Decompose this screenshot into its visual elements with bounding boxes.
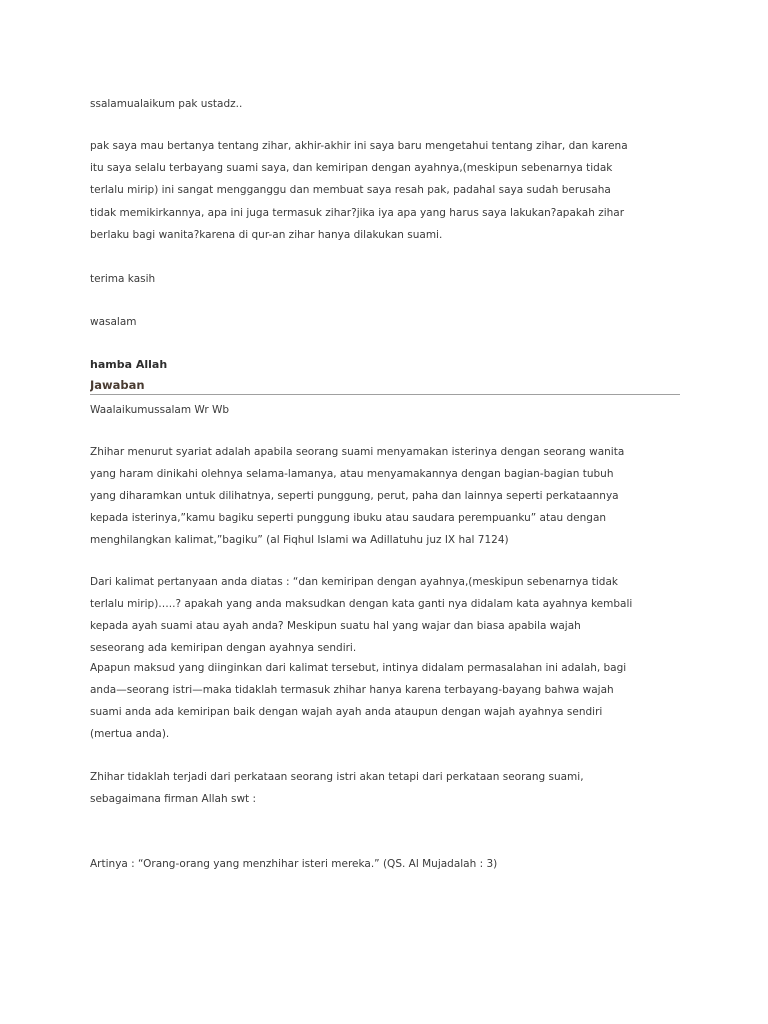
- question-greeting: [90, 93, 730, 115]
- answer-line: Dari kalimat pertanyaan anda diatas : “dan kemiripan dengan ayahnya,(meskipun sebenarnya tidak: [90, 576, 618, 588]
- answer-paragraph-2: [90, 571, 730, 659]
- answer-line: menghilangkan kalimat,”bagiku” (al Fiqhul Islami wa Adillatuhu juz IX hal 7124): [90, 534, 509, 546]
- answer-greeting-text: Waalaikumussalam Wr Wb: [90, 404, 230, 416]
- answer-line: sebagaimana firman Allah swt :: [90, 793, 257, 805]
- question-body: [90, 135, 730, 246]
- answer-heading: [90, 375, 730, 395]
- answer-paragraph-3: [90, 657, 730, 745]
- answer-line: (mertua anda).: [90, 728, 170, 740]
- answer-line: anda—seorang istri—maka tidaklah termasuk zhihar hanya karena terbayang-bayang bahwa wajah: [90, 684, 614, 696]
- question-closing-text: wasalam: [90, 316, 137, 328]
- answer-greeting: [90, 399, 730, 421]
- answer-paragraph-1: [90, 441, 730, 551]
- answer-line: Apapun maksud yang diinginkan dari kalimat tersebut, intinya didalam permasalahan ini adalah, bagi: [90, 662, 627, 674]
- answer-heading-text: Jawaban: [90, 378, 145, 392]
- question-line: terlalu mirip) ini sangat mengganggu dan membuat saya resah pak, padahal saya sudah berusaha: [90, 184, 611, 197]
- question-thanks-text: terima kasih: [90, 273, 156, 285]
- question-closing: [90, 311, 730, 333]
- question-line: pak saya mau bertanya tentang zihar, akhir-akhir ini saya baru mengetahui tentang zihar, dan karena: [90, 140, 628, 152]
- answer-line: yang diharamkan untuk dilihatnya, seperti punggung, perut, paha dan lainnya seperti perkataannya: [90, 490, 619, 502]
- answer-paragraph-4: [90, 766, 730, 810]
- question-line: tidak memikirkannya, apa ini juga termasuk zihar?jika iya apa yang harus saya lakukan?apakah zihar: [90, 206, 625, 219]
- answer-line: kepada ayah suami atau ayah anda? Meskipun suatu hal yang wajar dan biasa apabila wajah: [90, 620, 581, 632]
- answer-line: Zhihar tidaklah terjadi dari perkataan seorang istri akan tetapi dari perkataan seorang suami,: [90, 771, 584, 783]
- question-greeting-text: ssalamualaikum pak ustadz..: [90, 98, 243, 110]
- answer-line: Zhihar menurut syariat adalah apabila seorang suami menyamakan isterinya dengan seorang wanita: [90, 446, 625, 458]
- question-thanks: [90, 268, 730, 290]
- question-sender: [90, 354, 730, 376]
- question-line: berlaku bagi wanita?karena di qur-an zihar hanya dilakukan suami.: [90, 228, 443, 241]
- answer-line: suami anda ada kemiripan baik dengan wajah ayah anda ataupun dengan wajah ayahnya sendiri: [90, 706, 603, 718]
- sender-name: hamba Allah: [90, 358, 168, 371]
- heading-divider: [90, 394, 680, 395]
- verse-translation-text: Artinya : “Orang-orang yang menzhihar isteri mereka.” (QS. Al Mujadalah : 3): [90, 858, 498, 870]
- answer-line: kepada isterinya,”kamu bagiku seperti punggung ibuku atau saudara perempuanku” atau dengan: [90, 512, 607, 524]
- answer-line: yang haram dinikahi olehnya selama-lamanya, atau menyamakannya dengan bagian-bagian tubuh: [90, 468, 614, 480]
- answer-line: terlalu mirip)…..? apakah yang anda maksudkan dengan kata ganti nya didalam kata ayahnya kembali: [90, 598, 633, 610]
- verse-translation: [90, 853, 730, 875]
- question-line: itu saya selalu terbayang suami saya, dan kemiripan dengan ayahnya,(meskipun sebenarnya tidak: [90, 162, 613, 175]
- answer-line: seseorang ada kemiripan dengan ayahnya sendiri.: [90, 642, 357, 654]
